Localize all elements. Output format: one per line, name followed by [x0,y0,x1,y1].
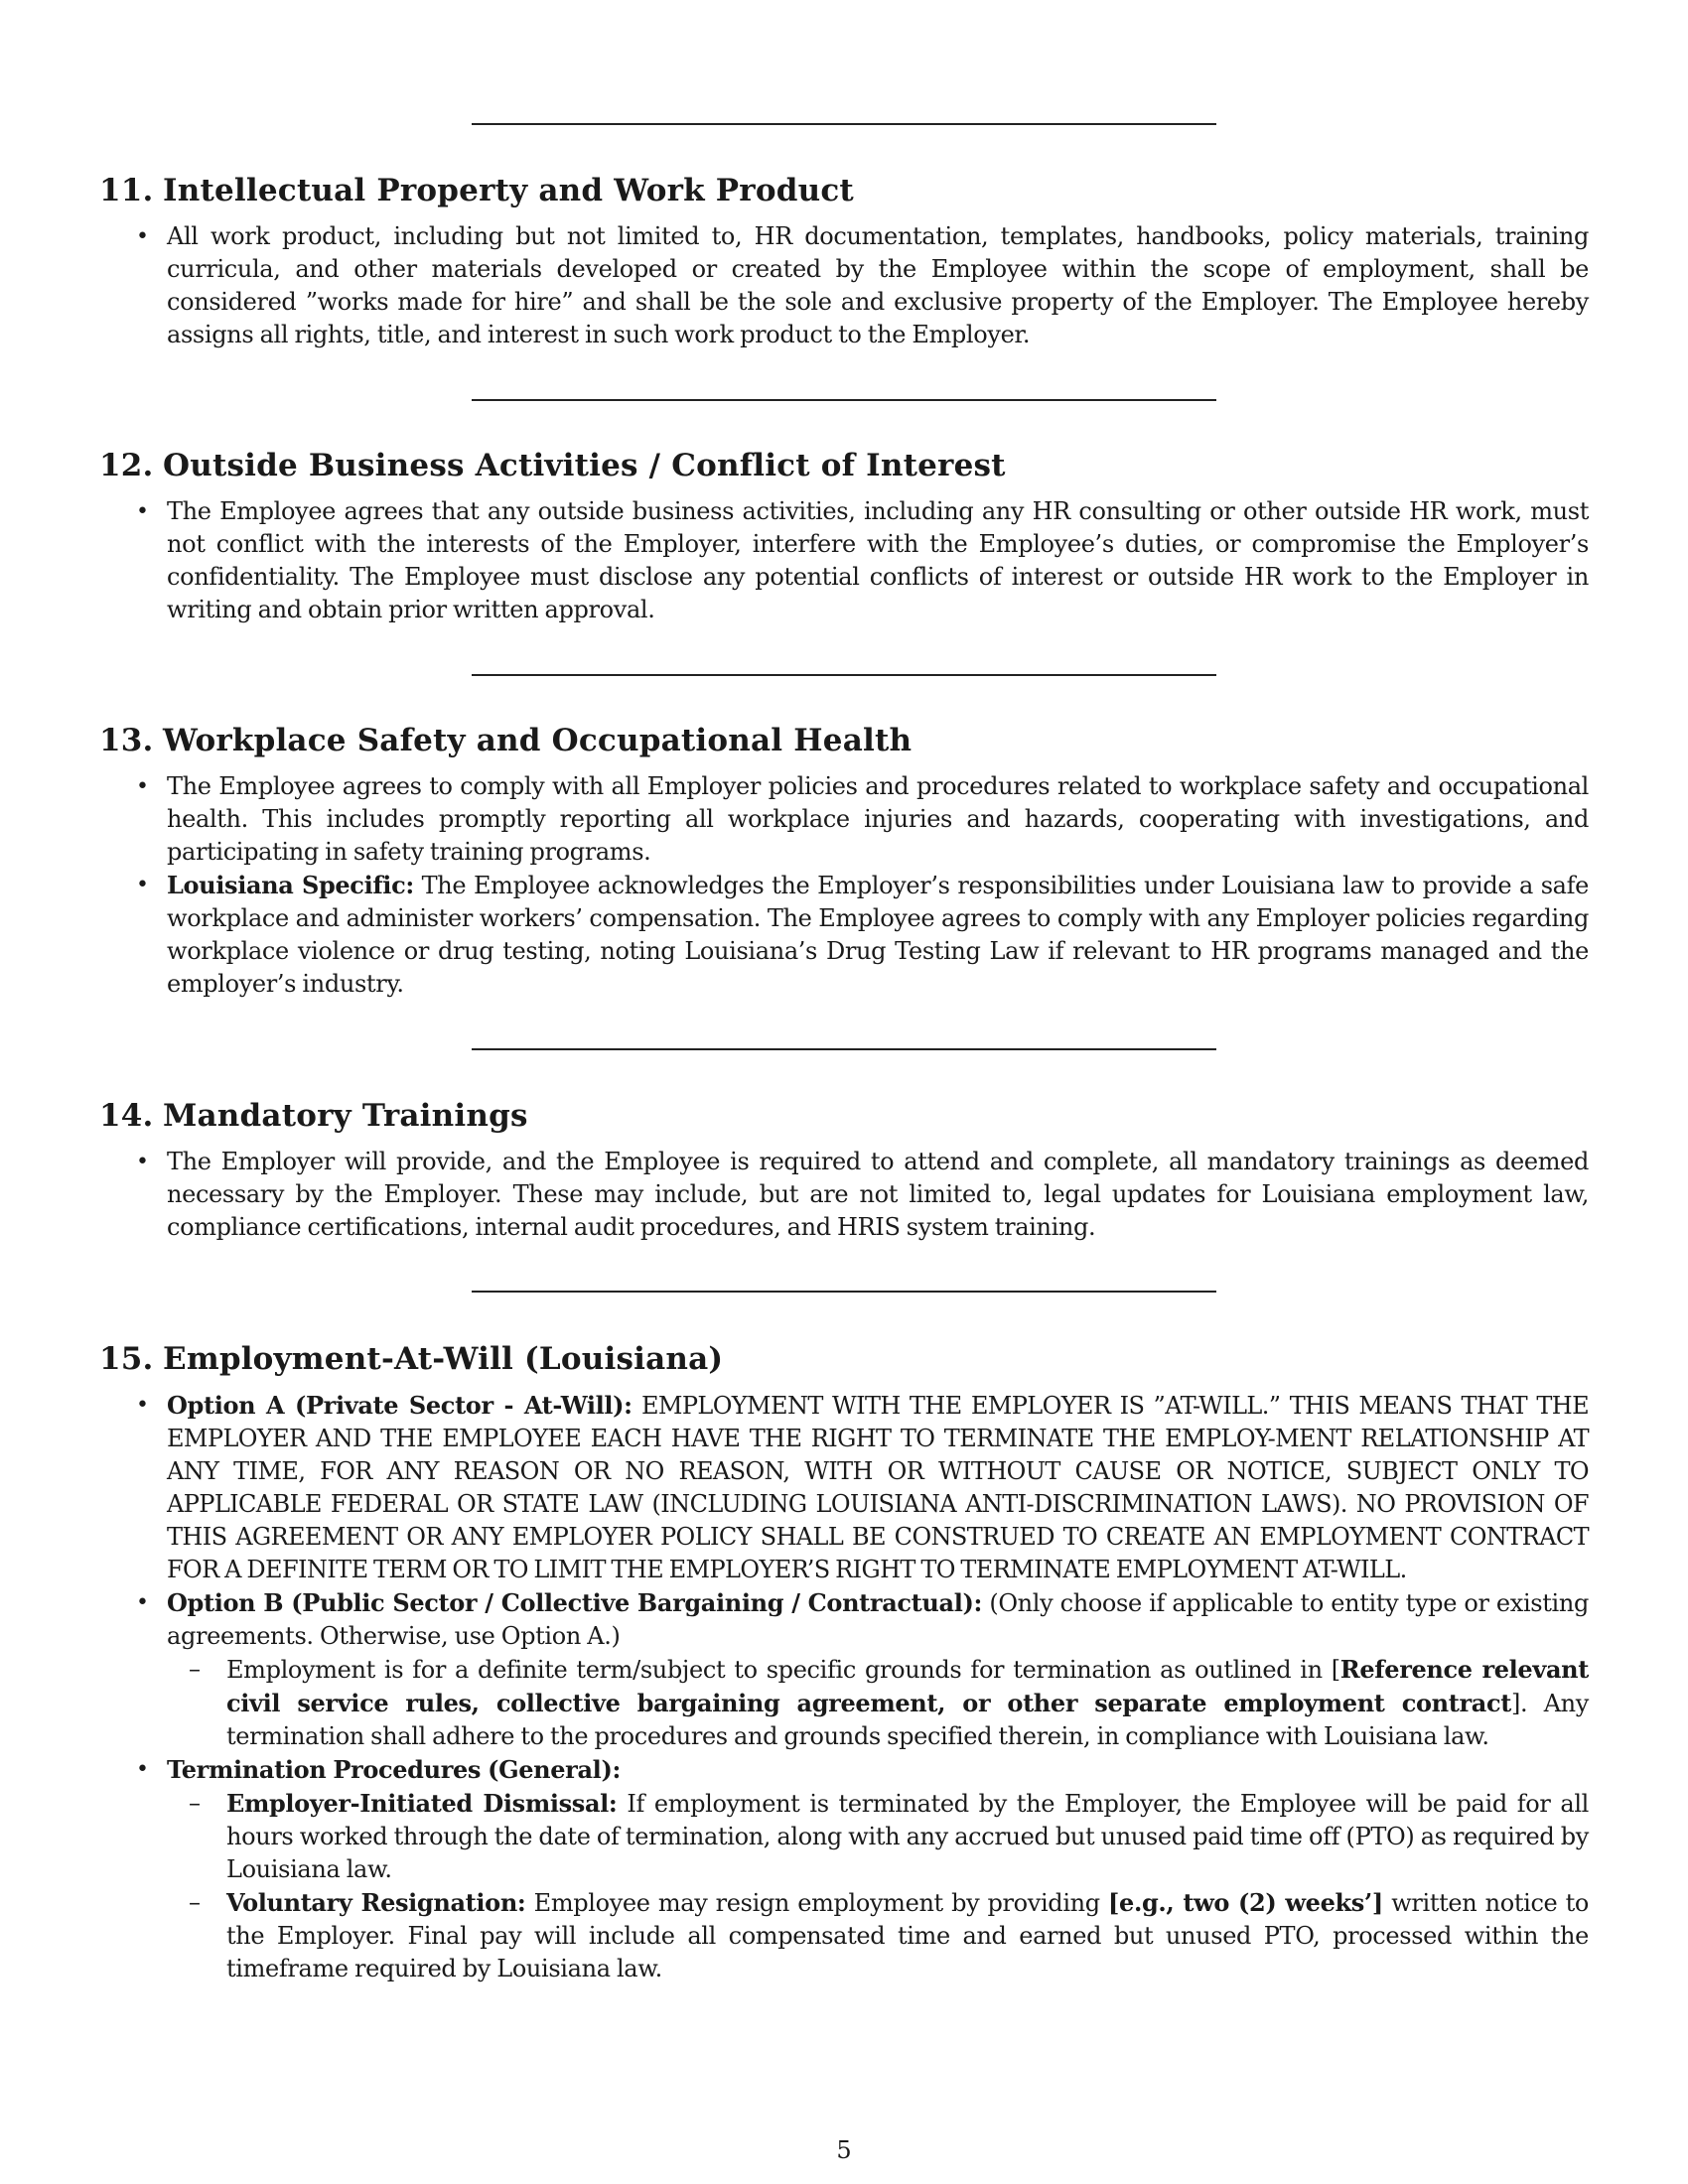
section-number: 15. [99,1341,154,1377]
list-item [99,869,1589,1001]
termination-procedures [99,1753,1589,1985]
item-lead: Employer-Initiated Dismissal: [226,1789,618,1818]
section-number: 13. [99,723,154,758]
list-item [99,495,1589,626]
item-lead: Option B (Public Sector / Collective Bargaining / Contractual): [167,1588,982,1617]
item-text: written notice to the Employer. Final pay will include all compensated time and earned but unused PTO, processed within the timeframe required by Louisiana law. [226,1889,1590,1982]
item-lead: Option A (Private Sector - At-Will): [167,1391,633,1420]
section-divider [472,123,1216,125]
section-divider [472,399,1216,401]
item-text: (Only choose if applicable to entity type or existing agreements. Otherwise, use Option A.) [167,1589,1589,1650]
section-divider [472,1048,1216,1050]
item-text: Employee may resign employment by providing [525,1889,1109,1917]
section-divider [472,674,1216,676]
section-heading [99,721,1589,760]
section-title: Mandatory Trainings [163,1098,528,1134]
section-divider [472,1291,1216,1293]
sub-list-item [167,1653,1589,1753]
section-title: Intellectual Property and Work Product [163,173,854,208]
section-number: 11. [99,173,154,208]
item-lead: Voluntary Resignation: [226,1888,526,1917]
item-text: The Employer will provide, and the Employee is required to attend and complete, all mandatory trainings as deemed necessary by the Employer. These may include, but are not limited to, legal updates for Louisiana employment law, compliance certifications, internal audit procedures, and HRIS system training. [167,1148,1589,1241]
section-number: 12. [99,448,154,483]
section-title: Employment-At-Will (Louisiana) [163,1341,724,1377]
page-number: 5 [836,2136,852,2164]
item-text: Employment is for a definite term/subject to specific grounds for termination as outlined in [ [226,1656,1340,1684]
item-bold: Reference relevant civil service rules, collective bargaining agreement, or other separate employment contract [226,1655,1589,1717]
section-14 [99,1096,1589,1244]
section-number: 14. [99,1098,154,1134]
option-a [99,1389,1589,1586]
list-item [99,220,1589,351]
item-text: EMPLOYMENT WITH THE EMPLOYER IS ”AT-WILL.” THIS MEANS THAT THE EMPLOYER AND THE EMPLOYEE EACH HAVE THE RIGHT TO TERMINATE THE EMPLOY-MENT RELATIONSHIP AT ANY TIME, FOR ANY REASON OR NO REASON, WITH OR WITHOUT CAUSE OR NOTICE, SUBJECT ONLY TO APPLICABLE FEDERAL OR STATE LAW (INCLUDING LOUISIANA ANTI-DISCRIMINATION LAWS). NO PROVISION OF THIS AGREEMENT OR ANY EMPLOYER POLICY SHALL BE CONSTRUED TO CREATE AN EMPLOYMENT CONTRACT FOR A DEFINITE TERM OR TO LIMIT THE EMPLOYER’S RIGHT TO TERMINATE EMPLOYMENT AT-WILL. [167,1392,1589,1583]
item-text: ]. Any termination shall adhere to the procedures and grounds specified therein, in compliance with Louisiana law. [226,1690,1590,1750]
item-lead: Termination Procedures (General): [167,1755,621,1784]
item-text: The Employee agrees to comply with all Employer policies and procedures related to workplace safety and occupational health. This includes promptly reporting all workplace injuries and hazards, cooperating with investigations, and participating in safety training programs. [167,772,1589,866]
section-13 [99,721,1589,1001]
item-bold: [e.g., two (2) weeks’] [1108,1888,1383,1917]
document-page [99,0,1589,2184]
section-11 [99,171,1589,351]
section-title: Outside Business Activities / Conflict of Interest [163,448,1006,483]
item-text: The Employee acknowledges the Employer’s responsibilities under Louisiana law to provide a safe workplace and administer workers’ compensation. The Employee agrees to comply with any Employer policies regarding workplace violence or drug testing, noting Louisiana’s Drug Testing Law if relevant to HR programs managed and the employer’s industry. [167,872,1589,998]
sub-list-item [167,1787,1589,1886]
list-item [99,1146,1589,1244]
section-heading [99,446,1589,485]
section-title: Workplace Safety and Occupational Health [163,723,913,758]
item-text: If employment is terminated by the Employer, the Employee will be paid for all hours worked through the date of termination, along with any accrued but unused paid time off (PTO) as required by Louisiana law. [226,1790,1589,1883]
sub-list-item [167,1886,1589,1985]
item-lead: Louisiana Specific: [167,871,414,899]
section-12 [99,446,1589,626]
section-heading [99,1096,1589,1136]
section-heading [99,1339,1589,1379]
item-text: All work product, including but not limited to, HR documentation, templates, handbooks, policy materials, training curricula, and other materials developed or created by the Employee within the scope of employment, shall be considered ”works made for hire” and shall be the sole and exclusive property of the Employer. The Employee hereby assigns all rights, title, and interest in such work product to the Employer. [167,222,1589,348]
list-item [99,770,1589,869]
option-b [99,1586,1589,1753]
item-text: The Employee agrees that any outside business activities, including any HR consulting or other outside HR work, must not conflict with the interests of the Employer, interfere with the Employee’s duties, or compromise the Employer’s confidentiality. The Employee must disclose any potential conflicts of interest or outside HR work to the Employer in writing and obtain prior written approval. [167,497,1589,623]
section-heading [99,171,1589,210]
section-15 [99,1339,1589,1985]
